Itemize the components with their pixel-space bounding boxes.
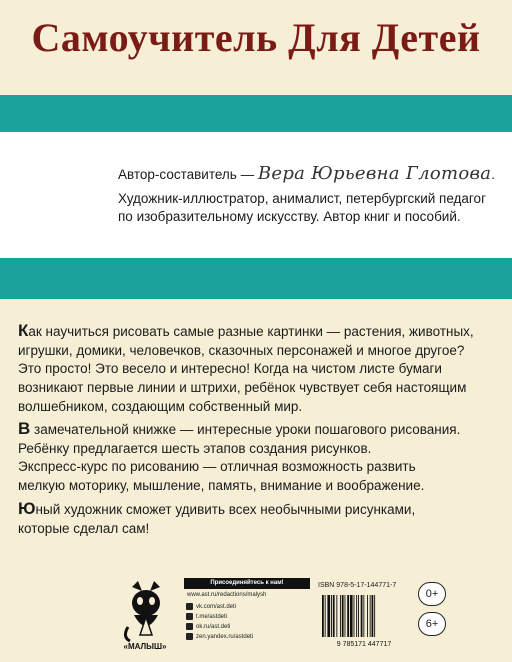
social-link-vk[interactable] bbox=[186, 603, 236, 612]
social-header: Присоединяйтесь к нам! bbox=[184, 578, 310, 589]
paragraph-line: Ребёнку предлагается шесть этапов создания рисунков. bbox=[18, 440, 372, 456]
paragraph-line bbox=[18, 322, 488, 342]
barcode-bar bbox=[336, 595, 337, 637]
author-suffix: . bbox=[491, 167, 496, 182]
barcode-bar bbox=[331, 595, 332, 637]
paragraph-2 bbox=[18, 420, 488, 496]
barcode-bar bbox=[325, 595, 326, 637]
paragraph-line: волшебником, создающим собственный мир. bbox=[18, 398, 303, 414]
barcode-bar bbox=[374, 595, 375, 637]
zen-icon bbox=[186, 633, 193, 640]
social-label: ok.ru/ast.deti bbox=[196, 624, 231, 631]
line-text: замечательной книжке — интересные уроки пошагового рисования. bbox=[30, 422, 461, 437]
barcode-bar bbox=[361, 595, 363, 637]
barcode-bar bbox=[345, 595, 346, 637]
barcode-bars bbox=[322, 595, 375, 637]
author-bio-line-1: Художник-иллюстратор, анималист, петербургский педагог bbox=[118, 191, 486, 206]
paragraph-line bbox=[18, 500, 488, 520]
barcode-bar bbox=[358, 595, 359, 637]
social-label: vk.com/ast.deti bbox=[196, 604, 237, 611]
age-recommended-badge: 6+ bbox=[418, 612, 446, 636]
publisher-logo bbox=[114, 577, 176, 655]
barcode-bar bbox=[367, 595, 368, 637]
author-line bbox=[118, 163, 495, 184]
barcode-bar bbox=[342, 595, 344, 637]
barcode-bar bbox=[347, 595, 349, 637]
line-text: ак научиться рисовать самые разные картинки — растения, животных, bbox=[28, 324, 474, 339]
age-rating-badge: 0+ bbox=[418, 582, 446, 606]
paragraph-line bbox=[18, 420, 488, 440]
book-title: Самоучитель Для Детей bbox=[31, 15, 481, 60]
barcode-bar bbox=[354, 595, 355, 637]
paragraph-line: Это просто! Это весело и интересно! Когда на чистом листе бумаги bbox=[18, 361, 442, 377]
barcode-bar bbox=[322, 595, 324, 637]
publisher-site-link[interactable]: www.ast.ru/redactions/malysh bbox=[187, 592, 267, 598]
paragraph-line: игрушки, домики, человечков, сказочных персонажей и многое другое? bbox=[18, 342, 465, 358]
author-bio-line-2: по изобразительному искусству. Автор книг и пособий. bbox=[118, 209, 461, 224]
barcode-bar bbox=[350, 595, 353, 637]
social-link-telegram[interactable] bbox=[186, 613, 227, 622]
barcode-bar bbox=[333, 595, 335, 637]
author-name: Вера Юрьевна Глотова bbox=[257, 163, 492, 184]
publisher-logo-text: «МАЛЫШ» bbox=[123, 642, 167, 651]
social-label: zen.yandex.ru/astdeti bbox=[196, 634, 254, 641]
isbn: ISBN 978-5-17-144771-7 bbox=[318, 582, 397, 589]
barcode-digits: 9 785171 447717 bbox=[336, 641, 392, 648]
barcode bbox=[318, 593, 410, 648]
barcode-bar bbox=[372, 595, 374, 637]
barcode-bar bbox=[370, 595, 371, 637]
paragraph-3 bbox=[18, 500, 488, 538]
barcode-bar bbox=[327, 595, 330, 637]
paragraph-line: которые сделал сам! bbox=[18, 520, 150, 536]
barcode-bar bbox=[363, 595, 364, 637]
cat-icon bbox=[125, 581, 160, 641]
barcode-bar bbox=[356, 595, 357, 637]
telegram-icon bbox=[186, 613, 193, 620]
drop-letter: К bbox=[18, 321, 29, 340]
drop-letter: Ю bbox=[18, 499, 36, 518]
social-link-zen[interactable] bbox=[186, 633, 253, 642]
paragraph-line: Экспресс-курс по рисованию — отличная возможность развить bbox=[18, 459, 416, 475]
paragraph-line: мелкую моторику, мышление, память, внимание и воображение. bbox=[18, 478, 425, 494]
paragraph-line: возникают первые линии и штрихи, ребёнок чувствует себя настоящим bbox=[18, 380, 467, 396]
author-prefix: Автор-составитель — bbox=[118, 167, 255, 182]
social-label: t.me/astdeti bbox=[196, 614, 228, 621]
vk-icon bbox=[186, 603, 193, 610]
social-link-ok[interactable] bbox=[186, 623, 230, 632]
barcode-bar bbox=[340, 595, 341, 637]
ok-icon bbox=[186, 623, 193, 630]
drop-letter: В bbox=[18, 419, 31, 438]
paragraph-1 bbox=[18, 322, 488, 417]
line-text: ный художник сможет удивить всех необычными рисунками, bbox=[35, 502, 416, 517]
